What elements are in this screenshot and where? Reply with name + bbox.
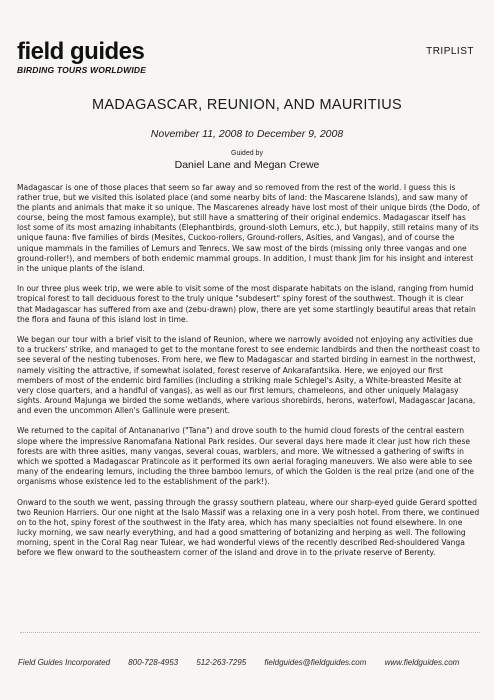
guided-by-label: Guided by — [231, 150, 263, 157]
logo-tagline: BIRDING TOURS WORLDWIDE — [17, 65, 147, 75]
narrative-paragraph-3: We began our tour with a brief visit to the island of Reunion, where we narrowly avoided not enjoying any activities due to a truckers' strike, and managed to get to the montane forest to see endemic landbirds and then the northeast coast to see several of the nesting tubenoses. From here, we flew to Madagascar and started birding in earnest in the northwest, namely visiting the attractive, if somewhat isolated, forest reserve of Ankarafantsika. Here, we enjoyed our first members of most of the endemic bird families (including a striking male Schlegel's Asity, a White-breasted Mesite at very close quarters, and a handful of vangas), as well as our first lemurs, chameleons, and other uniquely Malagasy sights. Around Majunga we birded the some wetlands, where various shorebirds, herons, waterfowl, Madagascar Jacana, and even the uncommon Allen's Gallinule were present. — [17, 335, 480, 415]
narrative-paragraph-1: Madagascar is one of those places that seem so far away and so removed from the rest of the world. I guess this is rather true, but we visited this isolated place (and some nearby bits of land: the Mascarene Islands), and saw many of the plants and animals that make it so unique. The Mascarenes already have lost most of their unique birds (the Dodo, of course, being the most famous example), but still have a smattering of their original endemics. Madagascar itself has lost some of its most amazing inhabitants (Elephantbirds, ground-sloth Lemurs, etc.), but happily, still retains many of its unique fauna: five families of birds (Mesites, Cuckoo-rollers, Ground-rollers, Asities, and Vangas), and of course the unique mammals in the families of Lemurs and Tenrecs. We saw most of the birds (missing only three vangas and one ground-roller!), and members of both endemic mammal groups. In addition, I must thank Jim for his insight and interest in the unique plants of the island. — [17, 183, 480, 273]
document-type-label: TRIPLIST — [426, 46, 474, 57]
page-divider — [20, 632, 480, 635]
footer-phone: 800-728-4953 — [128, 658, 179, 667]
narrative-paragraph-5: Onward to the south we went, passing through the grassy southern plateau, where our sharp-eyed guide Gerard spotted two Reunion Harriers. Our one night at the Isalo Massif was a relaxing one in a very posh hotel. From there, we continued on to the hot, spiny forest of the southwest in the Ifaty area, which has many specialties not found elsewhere. In one lucky morning, we saw nearly everything, and had a good smattering of botanizing and herping as well. The following morning, spent in the Coral Rag near Tulear, we had wonderful views of the recently described Red-shouldered Vanga before we flew onward to the southeastern corner of the island and drove in to the private reserve of Berenty. — [17, 497, 480, 557]
footer-fax: 512-263-7295 — [196, 658, 247, 667]
page-footer — [18, 658, 478, 667]
logo-wordmark: field guides — [17, 38, 145, 65]
trip-title: MADAGASCAR, REUNION, AND MAURITIUS — [92, 97, 402, 113]
footer-website: www.fieldguides.com — [384, 658, 460, 667]
trip-dates: November 11, 2008 to December 9, 2008 — [150, 128, 344, 140]
trip-narrative — [17, 183, 480, 569]
footer-email: fieldguides@fieldguides.com — [264, 658, 367, 667]
narrative-paragraph-2: In our three plus week trip, we were able to visit some of the most disparate habitats on the island, ranging from humid tropical forest to tall deciduous forest to the truly unique "subdesert" spiny forest of the southwest. Though it is clear that Madagascar has suffered from axe and (zebu-drawn) plow, there are yet some startlingly beautiful areas that retain the flora and fauna of this island lost in time. — [17, 284, 476, 324]
narrative-paragraph-4: We returned to the capital of Antananarivo ("Tana") and drove south to the humid cloud forests of the central eastern slope where the impressive Ranomafana National Park resides. Our several days here made it clear just how rich these forests are with three asities, many vangas, several couas, warblers, and more. We witnessed a gathering of swifts in which we spotted a Madagascar Pratincole as it performed its own aerial foraging maneuvers. We also were able to see many of the endearing lemurs, including the three bamboo lemurs, of which the Golden is the real prize (and one of the organisms whose existence led to the establishment of the park!). — [17, 426, 475, 486]
footer-company: Field Guides Incorporated — [18, 658, 111, 667]
field-guides-logo — [17, 40, 146, 75]
guide-names: Daniel Lane and Megan Crewe — [174, 159, 320, 171]
